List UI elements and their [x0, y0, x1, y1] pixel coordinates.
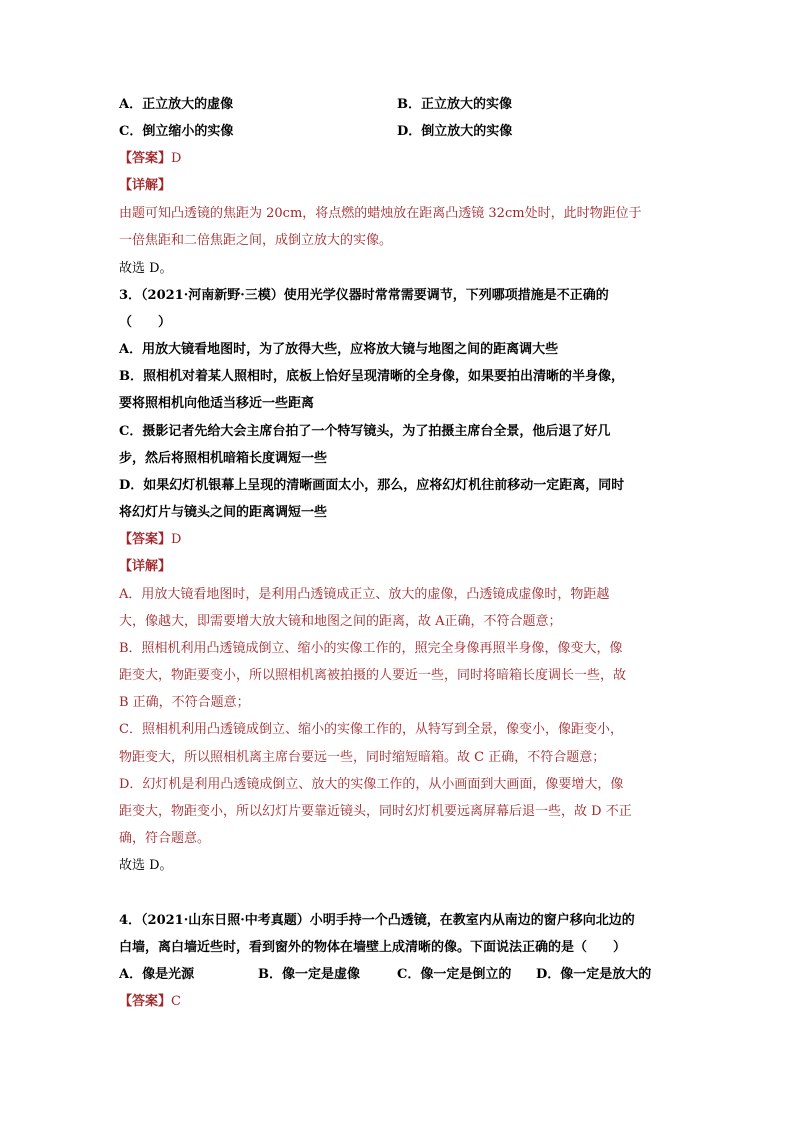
q2-option-d: D．倒立放大的实像	[397, 124, 513, 139]
answer-tag: 【答案】	[119, 994, 172, 1009]
q3-detail-line: C．照相机利用凸透镜成倒立、缩小的实像工作的，从特写到全景，像变小，像距变小，	[119, 722, 623, 737]
q3-detail-line: 距变大，物距要变小，所以照相机离被拍摄的人要近一些，同时将暗箱长度调长一些，故	[119, 668, 627, 683]
q3-detail-line: 距变大，物距变小，所以幻灯片要靠近镜头，同时幻灯机要远离屏幕后退一些，故 D 不正	[119, 804, 632, 819]
q3-stem: （ ）	[119, 315, 172, 330]
q2-option-c: C．倒立缩小的实像	[119, 124, 234, 139]
q2-option-b: B．正立放大的实像	[397, 97, 512, 112]
q3-option: 步，然后将照相机暗箱长度调短一些	[119, 451, 328, 466]
q4-stem: 白墙，离白墙近些时，看到窗外的物体在墙壁上成清晰的像。下面说法正确的是（ ）	[119, 940, 627, 955]
q3-option: B．照相机对着某人照相时，底板上恰好呈现清晰的全身像，如果要拍出清晰的半身像，	[119, 369, 624, 384]
q3-option: 要将照相机向他适当移近一些距离	[119, 396, 315, 411]
q3-detail-line: 大，像越大，即需要增大放大镜和地图之间的距离，故 A正确，不符合题意；	[119, 614, 562, 629]
q2-answer	[119, 151, 181, 167]
q4-option-a: A．像是光源	[119, 967, 195, 982]
q2-conclusion: 故选 D。	[119, 261, 173, 276]
q3-conclusion: 故选 D。	[119, 858, 173, 873]
q4-option-d: D．像一定是放大的	[536, 967, 652, 982]
q3-detail-line: B 正确，不符合题意；	[119, 695, 250, 710]
q4-option-b: B．像一定是虚像	[258, 967, 360, 982]
answer-value: D	[171, 532, 182, 547]
answer-value: C	[171, 994, 181, 1009]
q3-detail-line: D．幻灯机是利用凸透镜成倒立、放大的实像工作的，从小画面到大画面，像要增大，像	[119, 777, 624, 792]
q3-detail-tag: 【详解】	[119, 559, 172, 574]
q3-detail-line: B．照相机利用凸透镜成倒立、缩小的实像工作的，照完全身像再照半身像，像变大，像	[119, 641, 623, 656]
q4-option-c: C．像一定是倒立的	[397, 967, 512, 982]
q3-option: A．用放大镜看地图时，为了放得大些，应将放大镜与地图之间的距离调大些	[119, 342, 559, 357]
q3-option: D．如果幻灯机银幕上呈现的清晰画面太小，那么，应将幻灯机往前移动一定距离，同时	[119, 478, 625, 493]
q3-detail-line: A．用放大镜看地图时，是利用凸透镜成正立、放大的虚像，凸透镜成虚像时，物距越	[119, 587, 610, 602]
q3-stem: 3．（2021·河南新野·三模）使用光学仪器时常常需要调节，下列哪项措施是不正确的	[119, 288, 609, 303]
answer-tag: 【答案】	[119, 151, 172, 166]
q2-detail-line: 由题可知凸透镜的焦距为 20cm，将点燃的蜡烛放在距离凸透镜 32cm处时，此时物距位于	[119, 206, 642, 221]
q2-detail-tag: 【详解】	[119, 178, 172, 193]
answer-tag: 【答案】	[119, 532, 172, 547]
q3-detail-line: 物距变大，所以照相机离主席台要远一些，同时缩短暗箱。故 C 正确，不符合题意；	[119, 750, 606, 765]
q2-option-a: A．正立放大的虚像	[119, 97, 234, 112]
q3-option: 将幻灯片与镜头之间的距离调短一些	[119, 505, 328, 520]
q3-answer	[119, 532, 181, 548]
q2-detail-line: 一倍焦距和二倍焦距之间，成倒立放大的实像。	[119, 233, 393, 248]
q3-detail-line: 确，符合题意。	[119, 831, 211, 846]
q4-stem: 4．（2021·山东日照·中考真题）小明手持一个凸透镜，在教室内从南边的窗户移向北边的	[119, 913, 635, 928]
q4-answer	[119, 994, 181, 1010]
q3-option: C．摄影记者先给大会主席台拍了一个特写镜头，为了拍摄主席台全景，他后退了好几	[119, 424, 611, 439]
answer-value: D	[171, 151, 182, 166]
